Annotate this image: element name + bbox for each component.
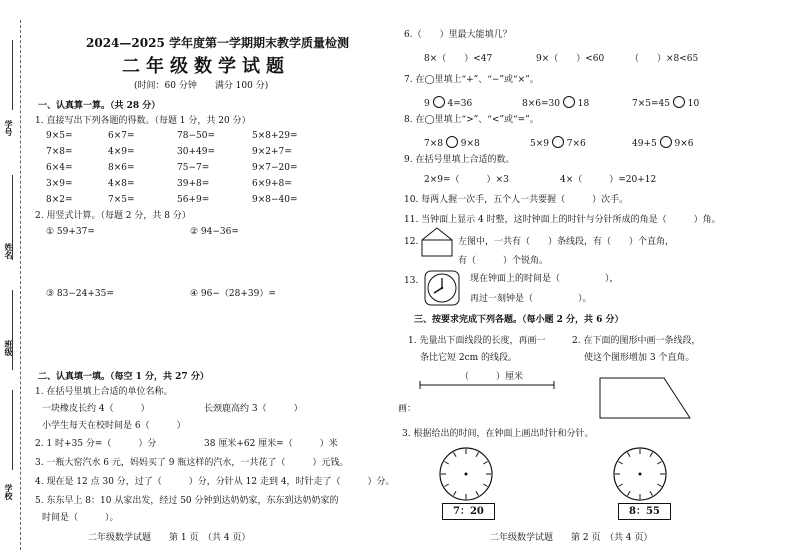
r-q12b: 有（ ）个锐角。 <box>458 256 549 266</box>
expr-part: 8×6=30 <box>522 99 560 109</box>
calc-item: 6×7= <box>108 131 135 141</box>
sidebar-fill-line <box>12 290 13 370</box>
s2-q3: 3. 一瓶大窑汽水 6 元，妈妈买了 9 瓶这样的汽水，一共花了（ ）元钱。 <box>35 458 349 468</box>
r-q9: 9. 在括号里填上合适的数。 <box>404 155 515 165</box>
r-q9b: 4×（ ）=20+12 <box>560 175 657 185</box>
s2-q1: 1. 在括号里填上合适的单位名称。 <box>35 387 173 397</box>
answer-circle[interactable] <box>446 136 458 148</box>
calc-item: 9×5= <box>46 131 73 141</box>
section2-heading: 二、认真填一填。（每空 1 分，共 27 分） <box>38 372 209 382</box>
blank-clock-icon <box>610 446 670 502</box>
answer-circle[interactable] <box>552 136 564 148</box>
r-q6b: 9×（ ）<60 <box>536 54 605 64</box>
footer-page2: 二年级数学试题 第 2 页 （共 4 页） <box>490 533 653 543</box>
s2-q5b: 时间是（ ）。 <box>42 513 119 523</box>
r-q7: 7. 在◯里填上“+”、“−”或“×”。 <box>404 75 539 85</box>
sidebar-fill-line <box>12 40 13 110</box>
calc-item: 7×8= <box>46 147 73 157</box>
s3-q2a: 2. 在下面的图形中画一条线段， <box>572 336 701 346</box>
r-q8b <box>530 136 586 150</box>
s2-q2b: 38 厘米+62 厘米=（ ）米 <box>204 439 338 449</box>
trapezoid-figure <box>598 376 694 420</box>
calc-item: 6×9+8= <box>252 179 292 189</box>
expr-part: 10 <box>687 99 700 109</box>
vertical-calc-item: ② 94−36= <box>190 227 239 237</box>
s2-q1c: 小学生每天在校时间是 6（ ） <box>42 421 186 431</box>
footer-page1: 二年级数学试题 第 1 页 （共 4 页） <box>88 533 251 543</box>
s1-q2-label: 2. 用竖式计算。（每题 2 分，共 8 分） <box>35 211 191 221</box>
expr-part: 9×8 <box>460 139 480 149</box>
expr-part: 9 <box>424 99 430 109</box>
calc-item: 75−7= <box>177 163 210 173</box>
calc-item: 3×9= <box>46 179 73 189</box>
r-q8a <box>424 136 480 150</box>
expr-part: 9×6 <box>674 139 694 149</box>
s3-q1-draw: 画： <box>398 404 417 414</box>
r-q10: 10. 每两人握一次手，五个人一共要握（ ）次手。 <box>404 195 629 205</box>
r-q13b: 再过一刻钟是（ ）。 <box>470 294 592 304</box>
binding-dashed-line <box>20 20 21 550</box>
clock2-time-box: 8：55 <box>618 503 671 520</box>
answer-circle[interactable] <box>673 96 685 108</box>
r-q7b <box>522 96 589 110</box>
sidebar-school-label: 学校 <box>4 484 14 500</box>
exam-time-info: (时间：60 分钟 满分 100 分) <box>134 81 269 91</box>
calc-item: 4×8= <box>108 179 135 189</box>
s2-q2a: 2. 1 时+35 分=（ ）分 <box>35 439 157 449</box>
expr-part: 7×5=45 <box>632 99 670 109</box>
calc-item: 4×9= <box>108 147 135 157</box>
clock1-time-box: 7：20 <box>442 503 495 520</box>
expr-part: 7×6 <box>566 139 586 149</box>
r-q6c: （ ）×8<65 <box>630 54 699 64</box>
vertical-calc-item: ③ 83−24+35= <box>46 289 114 299</box>
measure-segment <box>418 380 558 390</box>
s3-q1a: 1. 先量出下面线段的长度，再画一 <box>408 336 546 346</box>
s1-q1-label: 1. 直接写出下列各题的得数。（每题 1 分，共 20 分） <box>35 116 251 126</box>
calc-item: 39+8= <box>177 179 210 189</box>
calc-item: 5×8+29= <box>252 131 298 141</box>
r-q11: 11. 当钟面上显示 4 时整，这时钟面上的时针与分针所成的角是（ ）角。 <box>404 215 721 225</box>
calc-item: 7×5= <box>108 195 135 205</box>
answer-circle[interactable] <box>660 136 672 148</box>
expr-part: 7×8 <box>424 139 443 149</box>
s3-q1b: 条比它短 2cm 的线段。 <box>420 353 518 363</box>
r-q7a <box>424 96 472 110</box>
calc-item: 9×8−40= <box>252 195 298 205</box>
calc-item: 8×6= <box>108 163 135 173</box>
r-q8: 8. 在◯里填上“>”、“<”或“=”。 <box>404 115 539 125</box>
s2-q4: 4. 现在是 12 点 30 分，过了（ ）分，分针从 12 走到 4，时针走了（ ）分。 <box>35 477 395 487</box>
answer-circle[interactable] <box>433 96 445 108</box>
section3-heading: 三、按要求完成下列各题。（每小题 2 分，共 6 分） <box>414 315 624 325</box>
r-q6: 6.（ ）里最大能填几？ <box>404 30 512 40</box>
calc-item: 56+9= <box>177 195 210 205</box>
r-q13a: 现在钟面上的时间是（ ）， <box>470 274 619 284</box>
expr-part: 49+5 <box>632 139 657 149</box>
house-shape-figure <box>420 226 454 258</box>
sidebar-name-label: 姓名 <box>4 243 14 259</box>
r-q6a: 8×（ ）<47 <box>424 54 493 64</box>
calc-item: 9×7−20= <box>252 163 298 173</box>
calc-item: 78−50= <box>177 131 215 141</box>
expr-part: 4=36 <box>447 99 473 109</box>
calc-item: 6×4= <box>46 163 73 173</box>
r-q8c <box>632 136 693 150</box>
s2-q1a: 一块橡皮长约 4（ ） <box>42 404 150 414</box>
clock-face-figure <box>424 270 460 306</box>
exam-subtitle: 二年级数学试题 <box>122 56 290 77</box>
r-q13-number: 13. <box>404 276 419 286</box>
s3-q1-answer: （ ）厘米 <box>460 372 524 382</box>
vertical-calc-item: ① 59+37= <box>46 227 95 237</box>
calc-item: 9×2+7= <box>252 147 292 157</box>
vertical-calc-item: ④ 96−（28+39）= <box>190 289 276 299</box>
sidebar-class-label: 班级 <box>4 340 14 356</box>
s2-q1b: 长颈鹿高约 3（ ） <box>204 404 303 414</box>
s2-q5a: 5. 东东早上 8：10 从家出发，经过 50 分钟到达奶奶家，东东到达奶奶家的 <box>35 496 339 506</box>
calc-item: 8×2= <box>46 195 73 205</box>
r-q12-number: 12. <box>404 237 419 247</box>
s3-q2b: 使这个图形增加 3 个直角。 <box>584 353 695 363</box>
s3-q3: 3. 根据给出的时间，在钟面上画出时针和分针。 <box>402 429 594 439</box>
r-q12a: 左图中，一共有（ ）条线段，有（ ）个直角， <box>458 237 675 247</box>
blank-clock-icon <box>436 446 496 502</box>
expr-part: 18 <box>577 99 590 109</box>
r-q7c <box>632 96 699 110</box>
sidebar-fill-line <box>12 390 13 470</box>
answer-circle[interactable] <box>563 96 575 108</box>
sidebar-student-number-label: 学号 <box>4 120 14 136</box>
calc-item: 30+49= <box>177 147 215 157</box>
r-q9a: 2×9=（ ）×3 <box>424 175 509 185</box>
section1-heading: 一、认真算一算。（共 28 分） <box>38 101 161 111</box>
exam-title: 2024—2025 学年度第一学期期末教学质量检测 <box>86 36 349 50</box>
expr-part: 5×9 <box>530 139 549 149</box>
